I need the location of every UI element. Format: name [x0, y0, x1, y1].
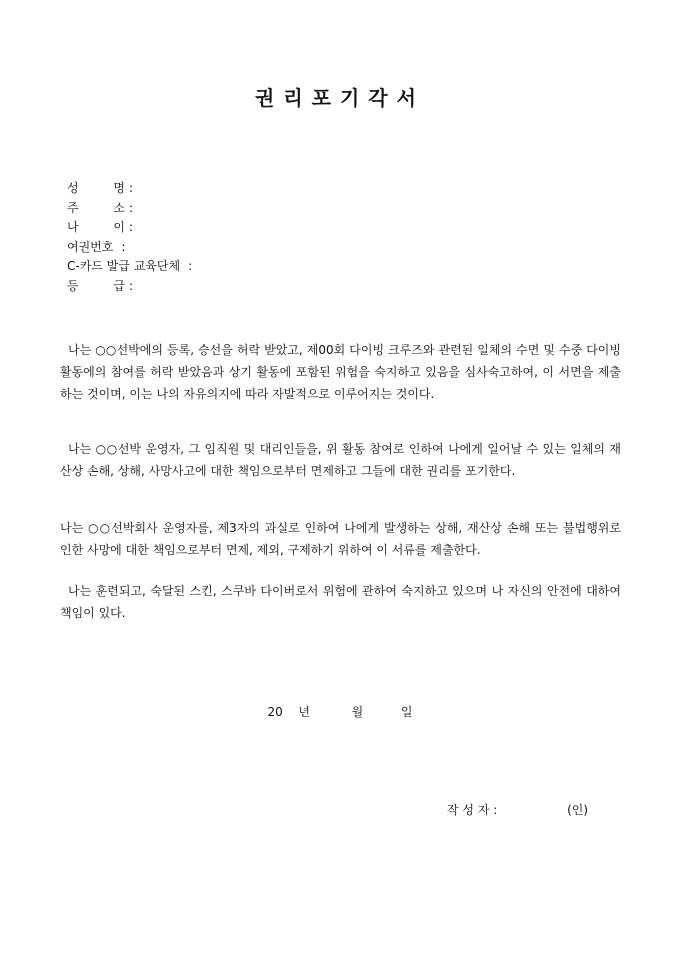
- applicant-fields: [67, 179, 192, 297]
- paragraph-third-party: 나는 ○○선박회사 운영자를, 제3자의 과실로 인하여 나에게 발생하는 상해, 재산상 손해 또는 불법행위로 인한 사망에 대한 책임으로부터 면제, 제외, 구제하기 위하여 이 서류를 제출한다.: [60, 521, 621, 557]
- field-colon: :: [121, 239, 126, 254]
- field-label-part: 나: [67, 220, 79, 235]
- field-label: [67, 218, 125, 238]
- field-label-part: 급: [113, 278, 125, 293]
- date-day: 일: [400, 705, 413, 719]
- paragraph-consent: 나는 ○○선박에의 등록, 승선을 허락 받았고, 제00회 다이빙 크루즈와 관련된 일체의 수면 및 수중 다이빙 활동에의 참여를 허락 받았음과 상기 활동에 포함된 위험을 숙지하고 있음을 심사숙고하여, 이 서면을 제출하는 것이며, 이는 나의 자유의지에 따라 자발적으로 이루어지는 것이다.: [60, 343, 621, 401]
- field-age: [67, 218, 192, 238]
- document-title: 권리포기각서: [255, 86, 425, 110]
- signature-line: [447, 801, 588, 818]
- field-label: 여권번호: [67, 239, 114, 254]
- field-address: [67, 199, 192, 219]
- field-grade: [67, 277, 192, 297]
- date-month: 월: [351, 705, 364, 719]
- field-label: [67, 179, 125, 199]
- field-label: [67, 199, 125, 219]
- field-label: C-카드 발급 교육단체: [67, 259, 181, 274]
- paragraph-waiver: 나는 ○○선박 운영자, 그 임직원 및 대리인들을, 위 활동 참여로 인하여 나에게 일어날 수 있는 일체의 재산상 손해, 상해, 사망사고에 대한 책임으로부터 면제하고 그들에 대한 권리를 포기한다.: [60, 442, 621, 478]
- field-colon: :: [129, 220, 134, 235]
- field-colon: :: [129, 278, 134, 293]
- date-line: [0, 703, 680, 720]
- field-colon: :: [129, 181, 134, 195]
- date-year: 년: [298, 705, 311, 719]
- field-label-part: 명: [113, 181, 125, 195]
- field-label: [67, 277, 125, 297]
- signature-label: 작 성 자 :: [447, 803, 498, 817]
- field-label-part: 등: [67, 278, 79, 293]
- field-label-part: 성: [67, 181, 79, 195]
- date-year-prefix: 20: [267, 705, 283, 719]
- field-label-part: 이: [113, 220, 125, 235]
- paragraph-responsibility: 나는 훈련되고, 숙달된 스킨, 스쿠바 다이버로서 위험에 관하여 숙지하고 있으며 나 자신의 안전에 대하여 책임이 있다.: [60, 584, 621, 620]
- field-label-part: 주: [67, 200, 79, 215]
- field-name: [67, 179, 192, 199]
- field-colon: :: [188, 259, 193, 274]
- field-colon: :: [129, 200, 134, 215]
- seal-mark: (인): [567, 803, 589, 817]
- field-passport: [67, 238, 192, 258]
- field-label-part: 소: [113, 200, 125, 215]
- field-ccard-org: [67, 257, 192, 277]
